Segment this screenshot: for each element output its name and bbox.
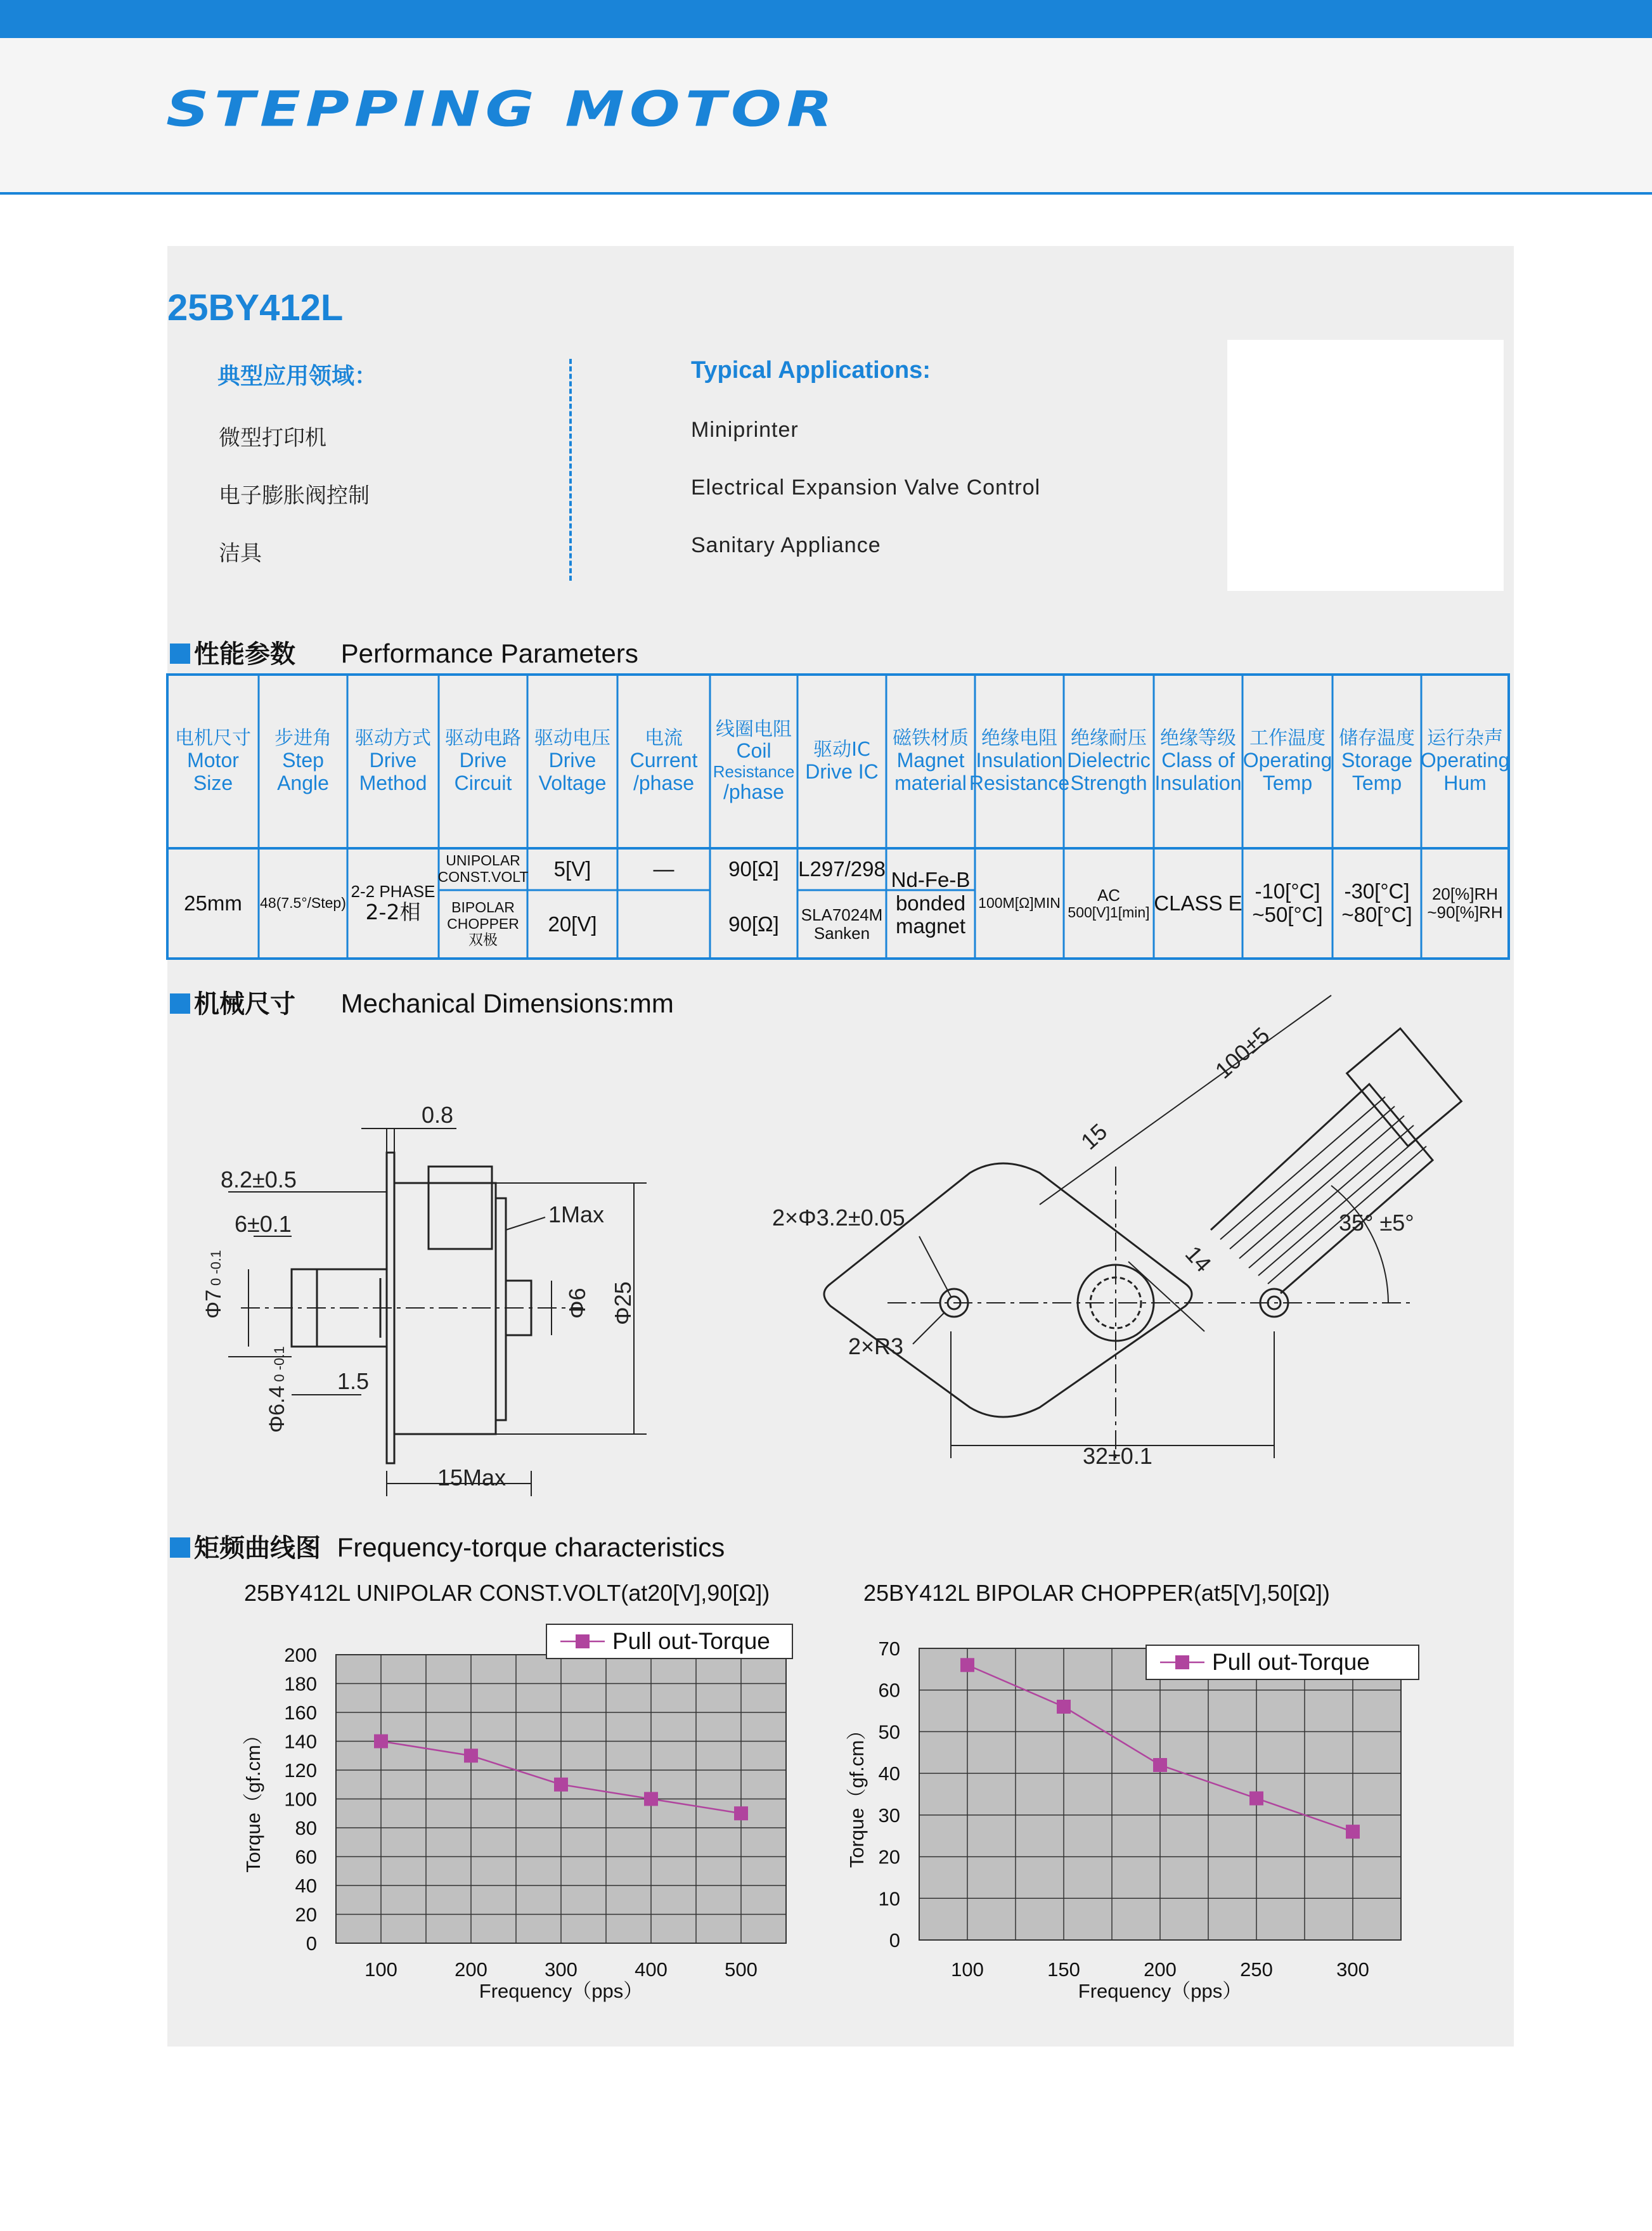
product-image-box	[1227, 340, 1504, 591]
y-axis-label: Torque（gf.cm）	[242, 1725, 264, 1873]
section-marker-icon	[170, 1537, 190, 1558]
y-tick-label: 160	[284, 1702, 317, 1724]
cell-voltage-unipolar: 5[V]	[553, 857, 591, 881]
header-drive-ic: 驱动IC Drive IC	[805, 739, 879, 783]
x-tick-label: 100	[951, 1958, 984, 1981]
y-tick-label: 140	[284, 1730, 317, 1753]
y-tick-label: 0	[889, 1929, 900, 1951]
cell-magnet: Nd-Fe-B bonded magnet	[891, 867, 971, 938]
dim-0-8: 0.8	[422, 1102, 454, 1128]
application-item-cn: 微型打印机	[219, 425, 326, 451]
applications-divider	[569, 359, 572, 581]
chart-2-title: 25BY412L BIPOLAR CHOPPER(at5[V],50[Ω])	[863, 1580, 1330, 1606]
dim-phi6: Φ6	[564, 1288, 590, 1319]
y-tick-label: 100	[284, 1788, 317, 1811]
data-point	[734, 1806, 748, 1820]
cell-ic-bipolar: SLA7024M Sanken	[801, 905, 883, 943]
section-marker-icon	[170, 993, 190, 1014]
y-tick-label: 20	[878, 1846, 900, 1868]
y-axis-label: Torque（gf.cm）	[846, 1720, 868, 1868]
dim-32: 32±0.1	[1083, 1443, 1152, 1469]
performance-heading: 性能参数 Performance Parameters	[170, 634, 638, 670]
cell-motor-size: 25mm	[184, 891, 242, 915]
y-tick-label: 60	[878, 1679, 900, 1702]
x-tick-label: 400	[635, 1958, 668, 1981]
data-point	[644, 1792, 658, 1806]
y-tick-label: 0	[306, 1932, 317, 1955]
header-magnet-material: 磁铁材质 Magnet material	[893, 727, 969, 794]
dim-holes: 2×Φ3.2±0.05	[772, 1205, 905, 1231]
data-point	[1346, 1825, 1360, 1839]
cell-circuit-bipolar: BIPOLAR CHOPPER 双极	[447, 899, 519, 948]
header-operating-hum: 运行杂声 Operating Hum	[1420, 727, 1510, 794]
header-drive-circuit: 驱动电路 Drive Circuit	[445, 727, 521, 794]
y-tick-label: 120	[284, 1759, 317, 1782]
header-operating-temp: 工作温度 Operating Temp	[1242, 727, 1333, 794]
applications-heading-en: Typical Applications:	[691, 357, 931, 384]
cell-insulation-resistance: 100M[Ω]MIN	[978, 895, 1061, 912]
x-axis-label: Frequency（pps）	[1078, 1980, 1242, 2002]
header-current: 电流 Current /phase	[629, 727, 698, 794]
y-tick-label: 40	[295, 1875, 317, 1897]
header-insulation-resistance: 绝缘电阻 Insulation Resistance	[969, 727, 1070, 794]
x-tick-label: 200	[455, 1958, 487, 1981]
dim-phi25: Φ25	[610, 1281, 636, 1325]
top-color-bar	[0, 0, 1652, 38]
header-storage-temp: 储存温度 Storage Temp	[1339, 727, 1415, 794]
cell-operating-hum: 20[%]RH ~90[%]RH	[1427, 884, 1503, 922]
dim-angle: 35° ±5°	[1339, 1210, 1414, 1236]
dim-8-2: 8.2±0.5	[221, 1167, 297, 1193]
application-item-en: Miniprinter	[691, 418, 799, 442]
dim-15-front: 15	[1076, 1118, 1113, 1155]
cell-dielectric: AC 500[V]1[min]	[1068, 885, 1150, 921]
cell-voltage-bipolar: 20[V]	[548, 912, 597, 936]
dim-radius: 2×R3	[848, 1333, 904, 1359]
application-item-en: Electrical Expansion Valve Control	[691, 475, 1041, 500]
cell-drive-method: 2-2 PHASE 2-2相	[351, 881, 436, 925]
applications-heading-cn: 典型应用领域：	[217, 363, 378, 389]
cell-operating-temp: -10[°C] ~50[°C]	[1252, 879, 1323, 926]
performance-table	[166, 673, 1510, 960]
cell-insulation-class: CLASS E	[1154, 891, 1242, 915]
chart-bipolar	[846, 1617, 1483, 2029]
cell-ic-unipolar: L297/298	[798, 857, 886, 881]
header-divider	[0, 192, 1652, 195]
data-point	[374, 1735, 388, 1749]
data-point	[1057, 1700, 1071, 1714]
dim-15max: 15Max	[437, 1465, 507, 1491]
y-tick-label: 30	[878, 1804, 900, 1827]
application-item-cn: 洁具	[219, 541, 262, 566]
cell-circuit-unipolar: UNIPOLAR CONST.VOLT	[437, 852, 529, 885]
y-tick-label: 40	[878, 1762, 900, 1785]
chart-1-title: 25BY412L UNIPOLAR CONST.VOLT(at20[V],90[Ω])	[244, 1580, 770, 1606]
legend-marker	[1175, 1655, 1189, 1669]
y-tick-label: 70	[878, 1638, 900, 1660]
data-point	[464, 1749, 478, 1762]
data-point	[554, 1778, 568, 1792]
application-item-en: Sanitary Appliance	[691, 533, 881, 557]
dim-1-5: 1.5	[337, 1368, 370, 1394]
x-tick-label: 150	[1047, 1958, 1080, 1981]
legend-label: Pull out-Torque	[1212, 1649, 1370, 1675]
frequency-heading: 矩频曲线图 Frequency-torque characteristics	[170, 1528, 725, 1564]
header-dielectric-strength: 绝缘耐压 Dielectric Strength	[1067, 727, 1151, 794]
chart-unipolar	[235, 1617, 824, 2029]
y-tick-label: 180	[284, 1672, 317, 1695]
mechanical-heading: 机械尺寸 Mechanical Dimensions:mm	[170, 984, 674, 1020]
section-marker-icon	[170, 643, 190, 664]
x-tick-label: 250	[1240, 1958, 1273, 1981]
y-tick-label: 10	[878, 1887, 900, 1910]
y-tick-label: 80	[295, 1817, 317, 1839]
legend-label: Pull out-Torque	[612, 1628, 770, 1654]
cell-storage-temp: -30[°C] ~80[°C]	[1341, 879, 1412, 926]
y-tick-label: 20	[295, 1903, 317, 1926]
header-drive-voltage: 驱动电压 Drive Voltage	[534, 727, 610, 794]
x-tick-label: 500	[725, 1958, 758, 1981]
header-motor-size: 电机尺寸 Motor Size	[175, 727, 251, 794]
header-insulation-class: 绝缘等级 Class of Insulation	[1154, 727, 1242, 794]
dim-6: 6±0.1	[235, 1211, 292, 1237]
x-tick-label: 300	[1336, 1958, 1369, 1981]
cell-resistance-bipolar: 90[Ω]	[728, 912, 779, 936]
x-tick-label: 200	[1144, 1958, 1177, 1981]
x-axis-label: Frequency（pps）	[479, 1980, 643, 2002]
model-number: 25BY412L	[167, 287, 344, 328]
dim-phi7: Φ70 -0.1	[202, 1250, 226, 1319]
cell-current: —	[653, 857, 674, 881]
dim-14: 14	[1180, 1241, 1217, 1277]
cell-resistance-unipolar: 90[Ω]	[728, 857, 779, 881]
data-point	[1249, 1792, 1263, 1806]
y-tick-label: 50	[878, 1721, 900, 1743]
x-tick-label: 300	[545, 1958, 578, 1981]
data-point	[960, 1658, 974, 1672]
data-point	[1153, 1758, 1167, 1772]
cell-step-angle: 48(7.5°/Step)	[260, 895, 346, 912]
dim-phi6-4: Φ6.40 -0.1	[265, 1346, 289, 1433]
header-drive-method: 驱动方式 Drive Method	[355, 727, 431, 794]
dim-100: 100±5	[1210, 1021, 1275, 1084]
header-step-angle: 步进角 Step Angle	[274, 727, 332, 794]
y-tick-label: 60	[295, 1846, 317, 1868]
header-coil-resistance: 线圈电阻 Coil Resistance /phase	[713, 718, 795, 804]
y-tick-label: 200	[284, 1644, 317, 1666]
x-tick-label: 100	[365, 1958, 397, 1981]
dim-1max: 1Max	[548, 1201, 605, 1227]
application-item-cn: 电子膨胀阀控制	[219, 483, 370, 508]
page-title: STEPPING MOTOR	[166, 81, 838, 138]
legend-marker	[576, 1634, 590, 1648]
